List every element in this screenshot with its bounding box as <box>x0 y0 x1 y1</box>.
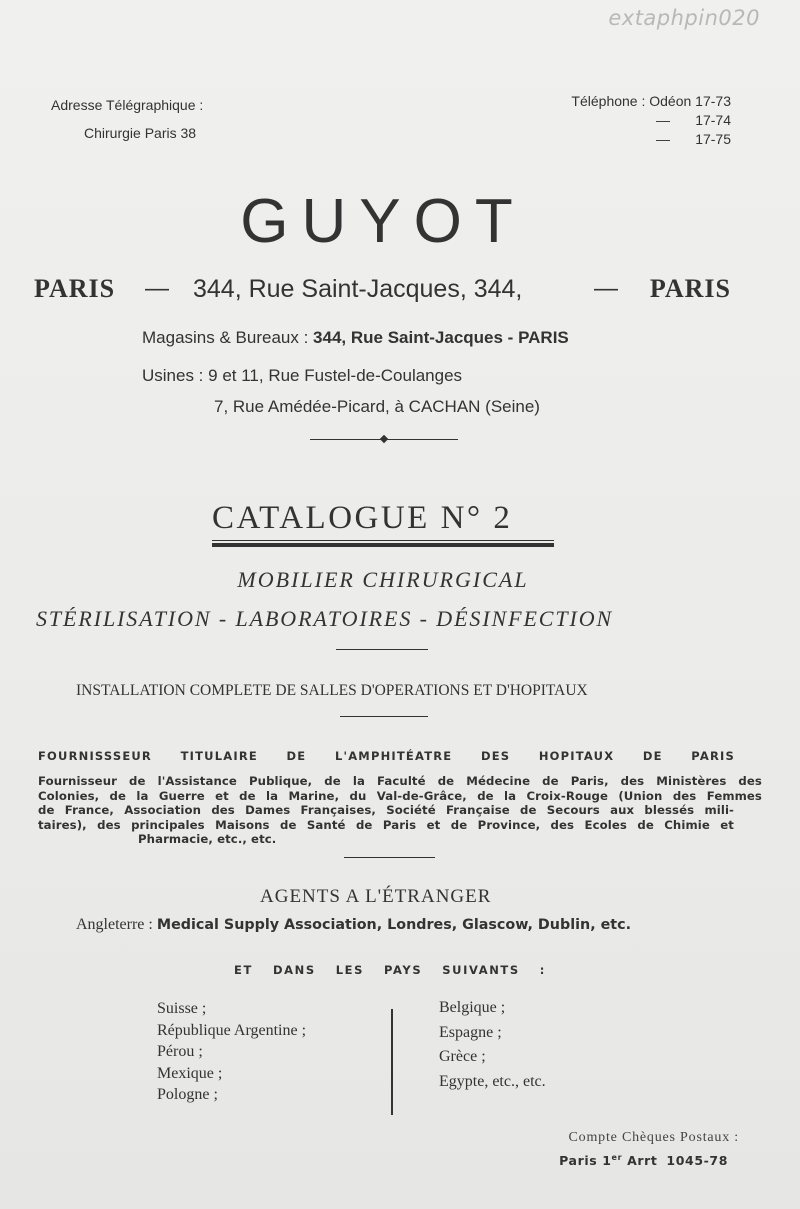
phone-line-3: 17-75 <box>695 131 731 147</box>
supplier-line-2: Colonies, de la Guerre et de la Marine, du Val-de-Grâce, de la Croix-Rouge (Union des Femmes <box>38 788 762 803</box>
handwritten-note: extaphpin020 <box>608 6 760 30</box>
shops-line <box>142 328 569 348</box>
countries-left <box>157 998 306 1106</box>
country-argentina: République Argentine ; <box>157 1021 307 1039</box>
country-peru: Pérou ; <box>157 1043 203 1060</box>
country-switzerland: Suisse ; <box>157 1000 207 1017</box>
supplier-line-5: Pharmacie, etc., etc. <box>138 832 277 847</box>
supplier-paragraph <box>38 774 762 847</box>
england-label: Angleterre : <box>76 916 153 933</box>
agents-title: AGENTS A L'ÉTRANGER <box>260 886 492 907</box>
country-greece: Grèce ; <box>439 1048 486 1065</box>
country-belgium: Belgique ; <box>439 999 506 1016</box>
dash-right: — <box>594 275 618 302</box>
phone-line-2: 17-74 <box>695 112 731 128</box>
divider-1 <box>336 649 428 650</box>
catalogue-underline-thin <box>212 540 554 541</box>
catalogue-underline-thick <box>212 543 554 547</box>
postal-account-number-line <box>559 1153 728 1168</box>
city-left: PARIS <box>34 274 116 303</box>
postal-superscript: er <box>611 1153 623 1162</box>
factories-label: Usines : <box>142 366 204 385</box>
country-egypt: Egypte, etc., etc. <box>439 1072 546 1090</box>
dash-left: — <box>145 275 169 302</box>
country-poland: Pologne ; <box>157 1086 218 1103</box>
supplier-headline: FOURNISSSEUR TITULAIRE DE L'AMPHITÉATRE DES HOPITAUX DE PARIS <box>38 749 735 763</box>
supplier-line-3: de France, Association des Dames Françaises, Société Française de Secours aux blessés mili- <box>38 803 734 818</box>
postal-arrondissement: 1 <box>602 1153 612 1169</box>
divider-2 <box>340 716 428 717</box>
phone-dash-2: — <box>656 112 670 128</box>
countries-intro: ET DANS LES PAYS SUIVANTS : <box>234 963 546 977</box>
postal-account-label: Compte Chèques Postaux : <box>568 1130 739 1145</box>
country-mexico: Mexique ; <box>157 1064 223 1082</box>
england-line <box>76 916 631 934</box>
countries-right <box>439 996 546 1094</box>
postal-number: 1045-78 <box>666 1153 728 1169</box>
countries-separator <box>391 1009 393 1115</box>
supplier-line-4: taires), des principales Maisons de Santé de Paris et de Province, des Ecoles de Chimie et <box>38 817 734 832</box>
country-spain: Espagne ; <box>439 1023 502 1041</box>
city-right: PARIS <box>649 274 731 303</box>
installation-line: INSTALLATION COMPLETE DE SALLES D'OPERATIONS ET D'HOPITAUX <box>76 682 588 699</box>
factories-address-1: 9 et 11, Rue Fustel-de-Coulanges <box>208 366 463 385</box>
catalogue-title: CATALOGUE N° 2 <box>212 500 513 536</box>
shops-value: 344, Rue Saint-Jacques - PARIS <box>313 328 569 347</box>
telegraph-address-value: Chirurgie Paris 38 <box>84 125 197 141</box>
catalogue-subtitle-1: MOBILIER CHIRURGICAL <box>237 567 529 592</box>
postal-city: Paris <box>559 1153 598 1169</box>
factories-address-2: 7, Rue Amédée-Picard, à CACHAN (Seine) <box>214 397 540 416</box>
shops-label: Magasins & Bureaux : <box>142 328 309 347</box>
phone-dash-3: — <box>656 131 670 147</box>
catalogue-subtitle-2: STÉRILISATION - LABORATOIRES - DÉSINFECTION <box>36 606 614 631</box>
ornament-diamond <box>380 435 388 443</box>
brand-name: GUYOT <box>240 187 526 256</box>
phone-line-1: Téléphone : Odéon 17-73 <box>571 93 731 109</box>
street-address: 344, Rue Saint-Jacques, 344, <box>193 275 523 303</box>
divider-3 <box>344 857 435 858</box>
postal-arrt: Arrt <box>627 1153 658 1169</box>
factories-line-1 <box>142 366 462 386</box>
supplier-line-1: Fournisseur de l'Assistance Publique, de la Faculté de Médecine de Paris, des Ministères des <box>38 774 762 788</box>
telegraph-address-label: Adresse Télégraphique : <box>51 97 204 113</box>
england-value: Medical Supply Association, Londres, Glascow, Dublin, etc. <box>156 917 632 933</box>
